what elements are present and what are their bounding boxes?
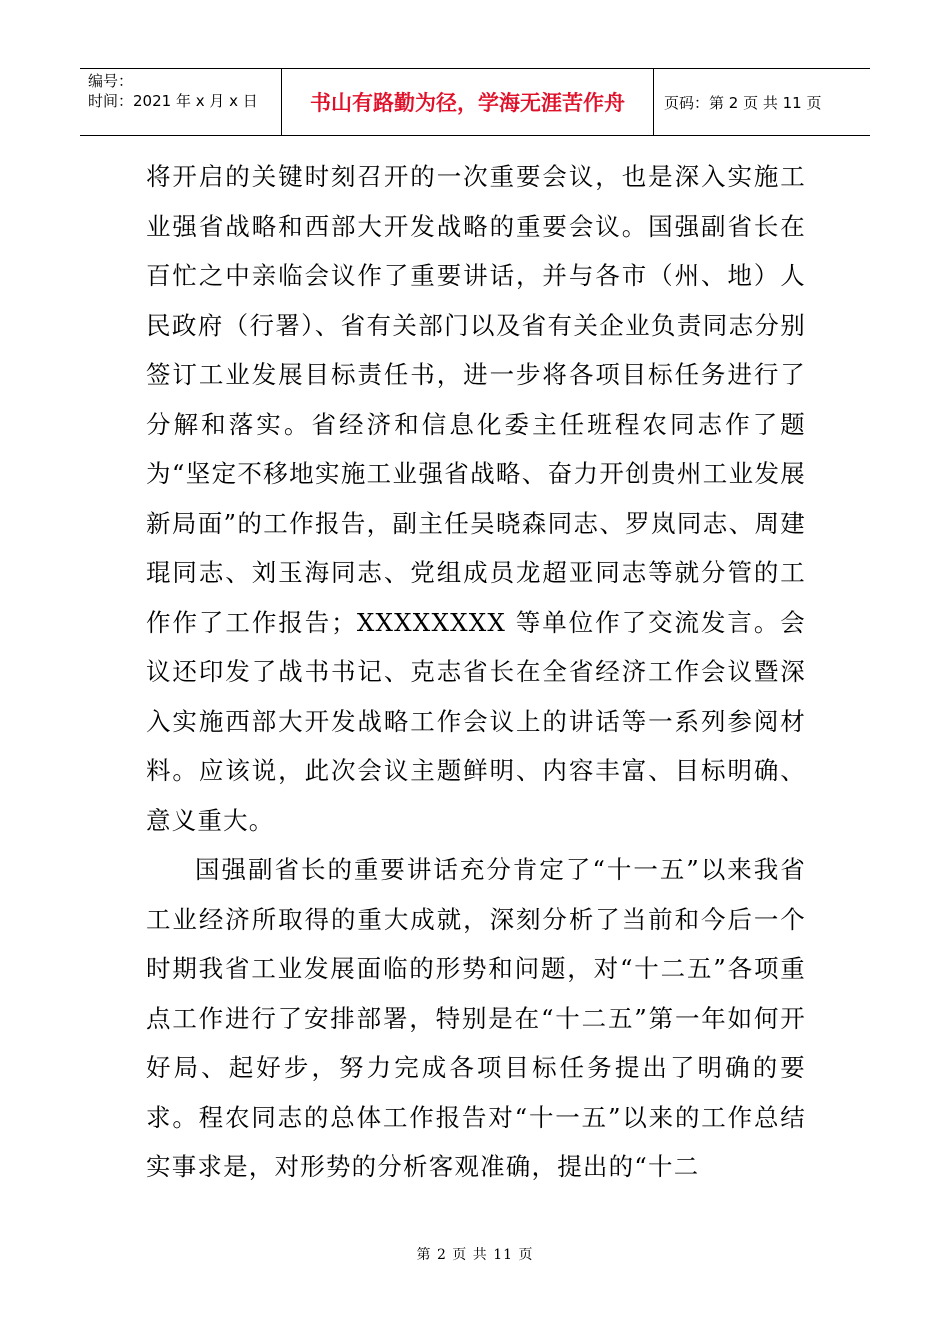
header-meta [80, 69, 282, 135]
document-body [146, 152, 806, 1192]
document-time-label: 时间：2021 年 x 月 x 日 [88, 92, 258, 110]
header-slogan: 书山有路勤为径，学海无涯苦作舟 [282, 69, 654, 135]
paragraph: 国强副省长的重要讲话充分肯定了“十一五”以来我省工业经济所取得的重大成就，深刻分析了当前和今后一个时期我省工业发展面临的形势和问题，对“十二五”各项重点工作进行了安排部署，特别是在“十二五”第一年如何开好局、起好步，努力完成各项目标任务提出了明确的要求。程农同志的总体工作报告对“十一五”以来的工作总结实事求是，对形势的分析客观准确，提出的“十二 [146, 855, 806, 1181]
paragraph-continuation: 将开启的关键时刻召开的一次重要会议，也是深入实施工业强省战略和西部大开发战略的重要会议。国强副省长在百忙之中亲临会议作了重要讲话，并与各市（州、地）人民政府（行署）、省有关部门以及省有关企业负责同志分别签订工业发展目标责任书，进一步将各项目标任务进行了分解和落实。省经济和信息化委主任班程农同志作了题为“坚定不移地实施工业强省战略、奋力开创贵州工业发展新局面”的工作报告，副主任吴晓森同志、罗岚同志、周建琨同志、刘玉海同志、党组成员龙超亚同志等就分管的工作作了工作报告；XXXXXXXX 等单位作了交流发言。会议还印发了战书书记、克志省长在全省经济工作会议暨深入实施西部大开发战略工作会议上的讲话等一系列参阅材料。应该说，此次会议主题鲜明、内容丰富、目标明确、意义重大。 [146, 162, 806, 835]
page-footer: 第 2 页 共 11 页 [416, 1247, 534, 1263]
document-number-label: 编号： [88, 72, 134, 90]
page-header [80, 68, 870, 136]
header-page-info: 页码：第 2 页 共 11 页 [664, 93, 822, 112]
